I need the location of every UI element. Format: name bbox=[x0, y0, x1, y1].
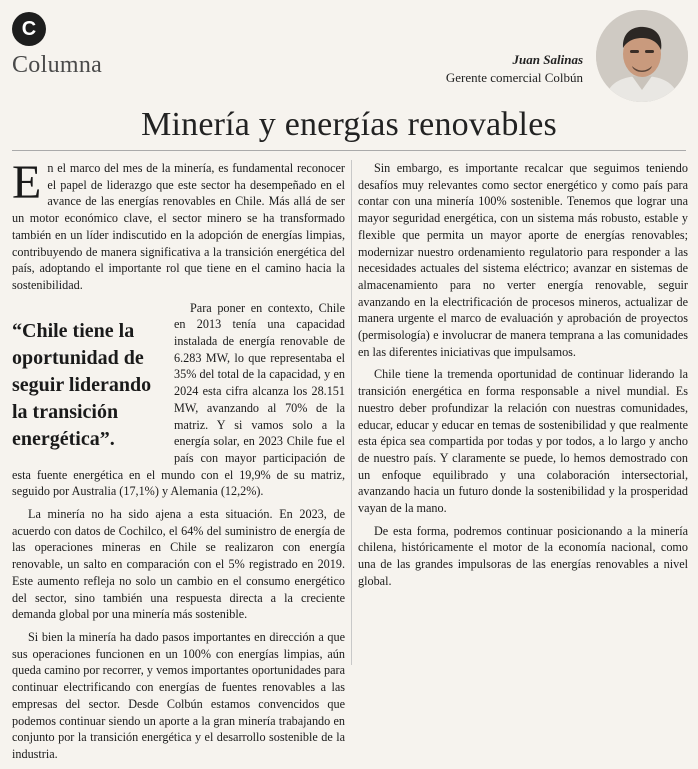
article-headline: Minería y energías renovables bbox=[141, 106, 557, 143]
article-column-right bbox=[358, 160, 688, 596]
author-name: Juan Salinas bbox=[512, 52, 583, 67]
paragraph-progress: Si bien la minería ha dado pasos importantes en dirección a que sus operaciones funcionen en un 100% con energías limpias, aún queda camino por recorrer, y vemos importantes oportunidades para continuar electrificando con energías de fuentes renovables a las empresas del sector. Desde Colbún estamos convencidos que podemos continuar siendo un aporte a la gran minería trabajando en conjunto por la transición energética y el desarrollo sostenible de la industria. bbox=[12, 629, 345, 761]
column-badge: C bbox=[12, 12, 46, 46]
paragraph-intro bbox=[12, 156, 345, 294]
headline-divider bbox=[12, 150, 686, 151]
paragraph-mining: La minería no ha sido ajena a esta situación. En 2023, de acuerdo con datos de Cochilco, el 64% del suministro de energía de las operaciones mineras en Chile se realizaron con energía renovable, un salto en comparación con el 5% registrado en 2019. Este aumento refleja no solo un cambio en el consumo energético del sector, sino también una respuesta directa a la creciente demanda global por una minería más sostenible. bbox=[12, 507, 345, 622]
section-label: Columna bbox=[12, 52, 103, 78]
paragraph-intro-text: n el marco del mes de la minería, es fundamental reconocer el papel de liderazgo que este sector ha desempeñado en el avance de las energías renovables en Chile. Más allá de ser un motor económico clave, el sector minero se ha transformado también en un líder indiscutido en la adopción de energías limpias, contribuyendo de manera significativa a la transición energética del país, adoptando el importante rol que tiene en el camino hacia la sostenibilidad. bbox=[12, 161, 345, 292]
paragraph-closing: De esta forma, podremos continuar posicionando a la minería chilena, históricamente el motor de la economía nacional, como una de las grandes impulsoras de las energías renovables a nivel global. bbox=[358, 523, 688, 588]
author-photo bbox=[596, 10, 688, 102]
paragraph-challenges: Sin embargo, es importante recalcar que seguimos teniendo desafíos muy relevantes como sector energético y como país para contar con una minería 100% sostenible. Tenemos que lograr una mayor seguridad energética, con un sistema más robusto, estable y flexible que permita un mayor aporte de energías renovables; modernizar nuestro ordenamiento regulatorio para responder a las necesidades actuales del sistema eléctrico; avanzar en sistemas de almacenamiento para no verter energía renovable, seguir avanzando en la electrificación de procesos mineros, actualizar de manera urgente el marco de evaluación y aprobación de proyectos (permisología) e involucrar de manera temprana a las comunidades en las diferentes iniciativas que impulsamos. bbox=[358, 161, 688, 359]
paragraph-opportunity: Chile tiene la tremenda oportunidad de continuar liderando la transición energética en forma responsable a nivel mundial. Es nuestro deber profundizar la relación con nuestras comunidades, educar, educar y educar en temas de sostenibilidad y que realmente esta épica sea compartida por todas y por todos, a lo largo y ancho de nuestro país. Y claramente se puede, lo hemos demostrado con un enfoque equilibrado y una colaboración intersectorial, avanzando hacia un futuro donde la sostenibilidad y la prosperidad vayan de la mano. bbox=[358, 367, 688, 516]
author-role: Gerente comercial Colbún bbox=[445, 70, 583, 85]
pull-quote: “Chile tiene la oportunidad de seguir liderando la transición energética”. bbox=[12, 319, 152, 450]
article-column-left bbox=[12, 156, 345, 769]
paragraph-context: Para poner en contexto, Chile en 2013 tenía una capacidad instalada de energía renovable de 6.283 MW, lo que representaba el 35% del total de la capacidad, y en 2024 esta cifra alcanza los 28.151 MW, avanzando al 70% de la matriz. Y si vamos solo a la energía solar, en 2023 Chile fue el país con mayor participación de esta fuente energética en el mundo con el 19,9% de su matriz, seguido por Australia (17,1%) y Alemania (12,2%). bbox=[12, 300, 345, 499]
drop-cap: E bbox=[12, 156, 42, 209]
author-portrait-icon bbox=[596, 10, 688, 102]
column-divider bbox=[351, 160, 352, 665]
